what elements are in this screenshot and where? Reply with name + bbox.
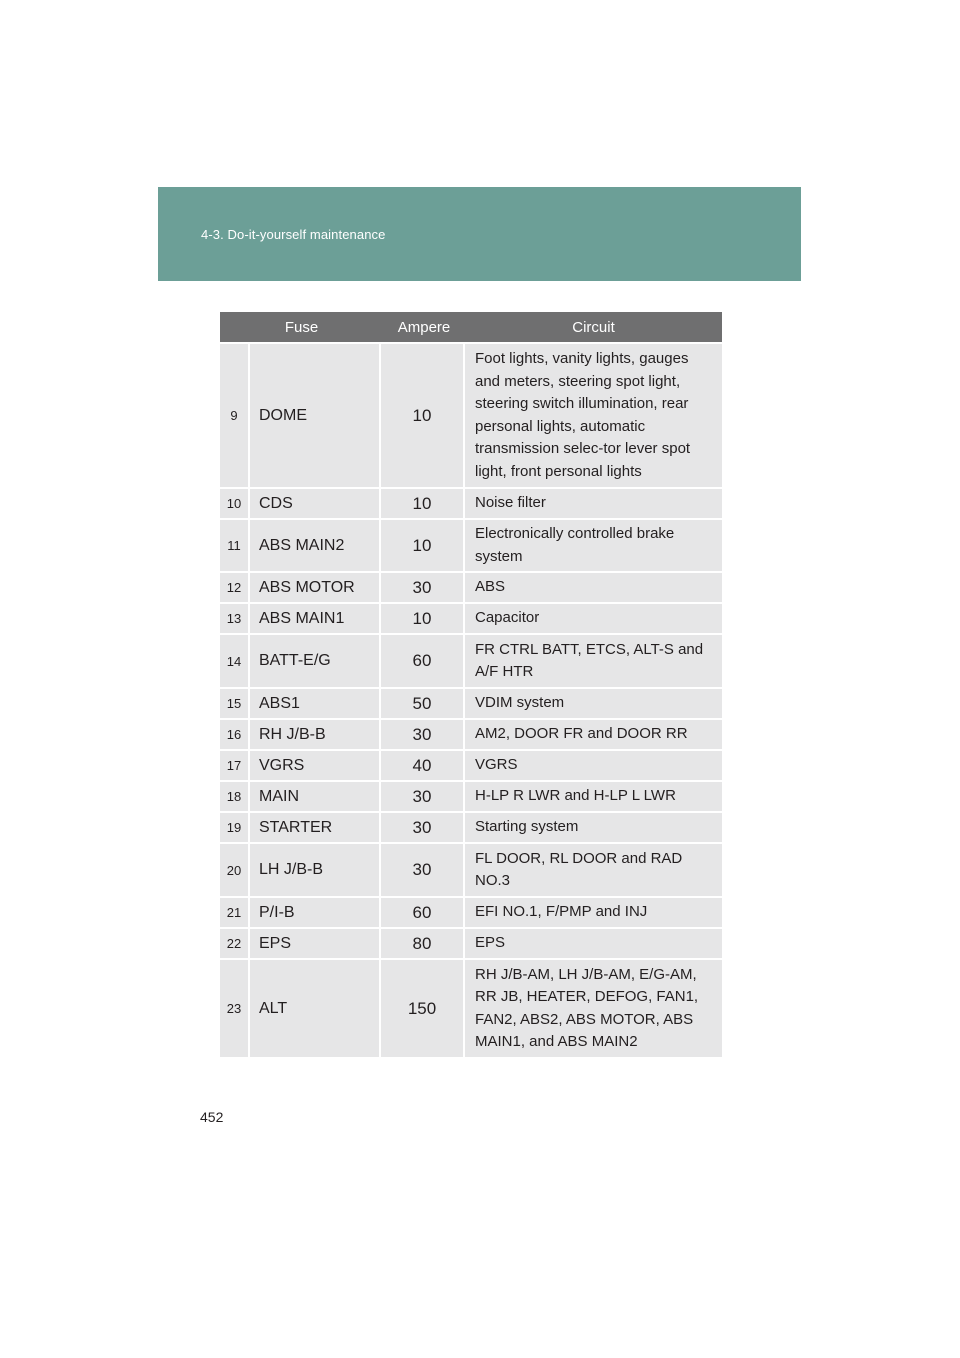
fuse-table	[220, 312, 722, 1057]
table-row	[220, 780, 722, 811]
table-row	[220, 749, 722, 780]
fuse-name: ABS MAIN1	[250, 604, 381, 633]
table-header	[220, 312, 722, 342]
fuse-name: MAIN	[250, 782, 381, 811]
fuse-name: P/I-B	[250, 898, 381, 927]
fuse-ampere: 60	[381, 635, 465, 687]
fuse-number: 15	[220, 689, 250, 718]
fuse-ampere: 30	[381, 782, 465, 811]
fuse-ampere: 30	[381, 813, 465, 842]
table-row	[220, 687, 722, 718]
fuse-ampere: 10	[381, 489, 465, 518]
fuse-circuit: ABS	[475, 578, 506, 596]
fuse-circuit: H-LP R LWR and H-LP L LWR	[475, 787, 676, 805]
column-header-ampere: Ampere	[397, 318, 451, 336]
fuse-circuit: Capacitor	[475, 609, 540, 627]
table-row	[220, 927, 722, 958]
fuse-ampere: 30	[381, 844, 465, 896]
table-row	[220, 718, 722, 749]
fuse-name: RH J/B-B	[250, 720, 381, 749]
fuse-circuit: Starting system	[475, 818, 579, 836]
fuse-circuit: RH J/B-AM, LH J/B-AM, E/G-AM, RR JB, HEATER, DEFOG, FAN1, FAN2, ABS2, ABS MOTOR, ABS MAIN1, and ABS MAIN2	[475, 965, 699, 1050]
fuse-number: 19	[220, 813, 250, 842]
table-row	[220, 633, 722, 687]
fuse-circuit: VGRS	[475, 756, 518, 774]
fuse-ampere: 40	[381, 751, 465, 780]
table-row	[220, 896, 722, 927]
table-row	[220, 811, 722, 842]
fuse-number: 18	[220, 782, 250, 811]
fuse-ampere: 10	[381, 344, 465, 487]
fuse-ampere: 10	[381, 520, 465, 571]
fuse-number: 17	[220, 751, 250, 780]
fuse-name: DOME	[250, 344, 381, 487]
fuse-name: CDS	[250, 489, 381, 518]
fuse-number: 23	[220, 960, 250, 1057]
fuse-ampere: 50	[381, 689, 465, 718]
fuse-circuit: Noise filter	[475, 494, 546, 512]
fuse-circuit: AM2, DOOR FR and DOOR RR	[475, 725, 688, 743]
fuse-name: ABS MAIN2	[250, 520, 381, 571]
table-row	[220, 571, 722, 602]
fuse-name: STARTER	[250, 813, 381, 842]
table-row	[220, 842, 722, 896]
column-header-circuit: Circuit	[572, 318, 615, 336]
table-row	[220, 602, 722, 633]
fuse-number: 9	[220, 344, 250, 487]
fuse-number: 10	[220, 489, 250, 518]
section-title: 4-3. Do-it-yourself maintenance	[201, 227, 386, 242]
fuse-ampere: 80	[381, 929, 465, 958]
section-header	[158, 187, 801, 281]
fuse-name: ABS MOTOR	[250, 573, 381, 602]
fuse-name: ALT	[250, 960, 381, 1057]
table-row	[220, 958, 722, 1057]
fuse-ampere: 60	[381, 898, 465, 927]
fuse-ampere: 150	[381, 960, 465, 1057]
table-row	[220, 487, 722, 518]
fuse-name: LH J/B-B	[250, 844, 381, 896]
fuse-circuit: VDIM system	[475, 694, 565, 712]
fuse-name: VGRS	[250, 751, 381, 780]
fuse-number: 22	[220, 929, 250, 958]
table-row	[220, 518, 722, 571]
fuse-circuit: EPS	[475, 934, 506, 952]
fuse-ampere: 30	[381, 573, 465, 602]
column-header-fuse: Fuse	[284, 318, 319, 336]
table-row	[220, 342, 722, 487]
fuse-name: ABS1	[250, 689, 381, 718]
fuse-number: 16	[220, 720, 250, 749]
fuse-circuit: FL DOOR, RL DOOR and RAD NO.3	[475, 849, 683, 889]
fuse-number: 13	[220, 604, 250, 633]
fuse-ampere: 10	[381, 604, 465, 633]
fuse-circuit: Foot lights, vanity lights, gauges and meters, steering spot light, steering switch illumination, rear personal lights, automatic transmission selec-tor lever spot light, front personal lights	[475, 350, 691, 480]
fuse-circuit: EFI NO.1, F/PMP and INJ	[475, 903, 648, 921]
fuse-number: 11	[220, 520, 250, 571]
fuse-circuit: FR CTRL BATT, ETCS, ALT-S and A/F HTR	[475, 640, 704, 680]
fuse-name: EPS	[250, 929, 381, 958]
fuse-circuit: Electronically controlled brake system	[475, 525, 675, 565]
fuse-number: 14	[220, 635, 250, 687]
fuse-ampere: 30	[381, 720, 465, 749]
fuse-number: 21	[220, 898, 250, 927]
page-number: 452	[200, 1109, 224, 1125]
fuse-number: 12	[220, 573, 250, 602]
fuse-name: BATT-E/G	[250, 635, 381, 687]
fuse-number: 20	[220, 844, 250, 896]
